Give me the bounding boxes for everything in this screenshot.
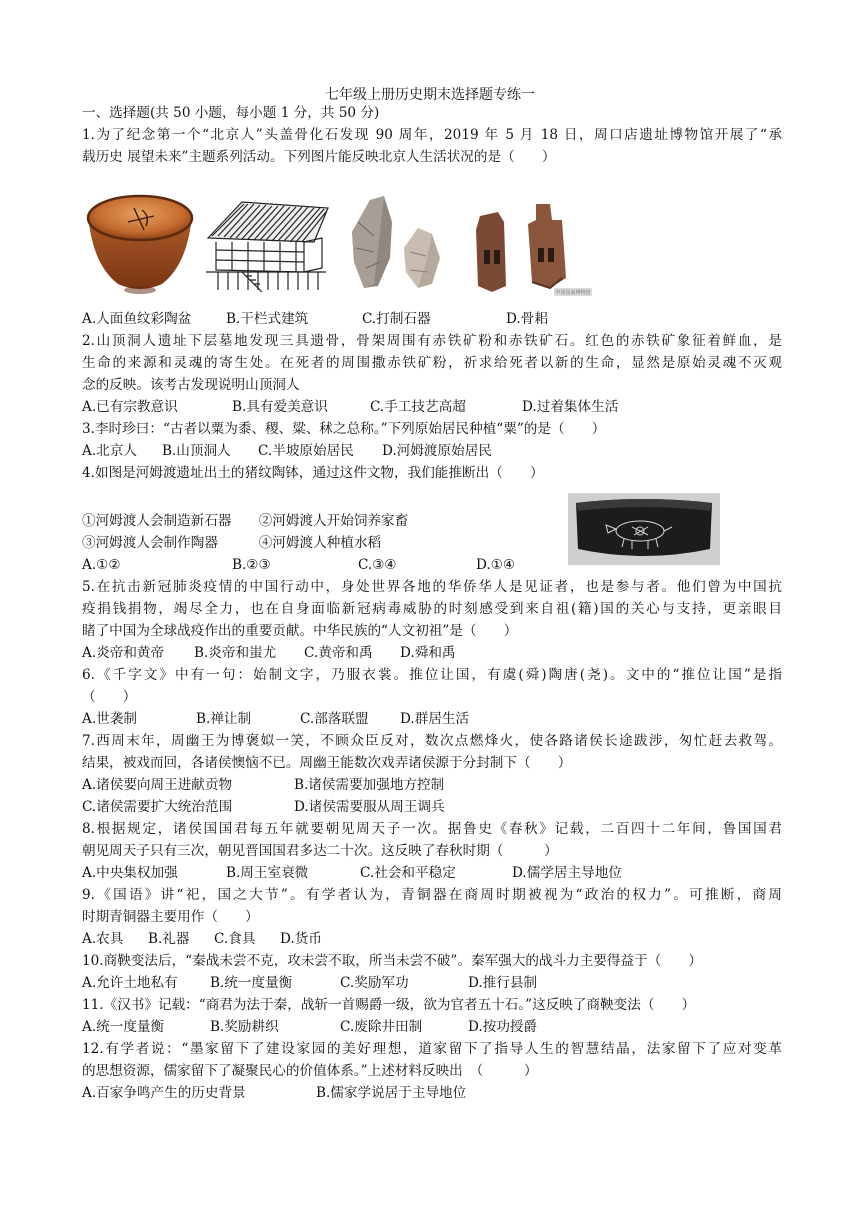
q2-option-a[interactable]: A.已有宗教意识 xyxy=(82,399,178,415)
question-7-options-row-2 xyxy=(82,796,782,818)
q8-option-d[interactable]: D.儒学居主导地位 xyxy=(512,865,622,881)
question-5-options xyxy=(82,642,782,664)
question-4-options xyxy=(82,554,562,576)
q8-option-c[interactable]: C.社会和平稳定 xyxy=(360,865,456,881)
q10-option-a[interactable]: A.允许土地私有 xyxy=(82,975,178,991)
q5-option-c[interactable]: C.黄帝和禹 xyxy=(304,645,373,661)
q3-option-b[interactable]: B.山顶洞人 xyxy=(162,443,231,459)
q4-option-d[interactable]: D.①④ xyxy=(476,557,516,573)
q11-option-b[interactable]: B.奖励耕织 xyxy=(210,1019,279,1035)
q11-option-c[interactable]: C.废除井田制 xyxy=(340,1019,423,1035)
question-12-line-2: 的思想资源，儒家留下了凝聚民心的价值体系。”上述材料反映出 （ ） xyxy=(82,1063,538,1079)
q7-option-d[interactable]: D.诸侯需要服从周王调兵 xyxy=(294,799,445,815)
q11-option-d[interactable]: D.按功授爵 xyxy=(468,1019,538,1035)
question-11-options xyxy=(82,1016,782,1038)
question-1-options xyxy=(82,308,782,330)
section-heading: 一、选择题(共 50 小题，每小题 1 分，共 50 分) xyxy=(82,105,380,121)
question-4-line-3: ③河姆渡人会制作陶器 ④河姆渡人种植水稻 xyxy=(82,535,382,551)
question-3-line-1: 3.李时珍曰：“古者以粟为黍、稷、粱、秫之总称。”下列原始居民种植“粟”的是（ ） xyxy=(82,421,606,437)
q7-option-b[interactable]: B.诸侯需要加强地方控制 xyxy=(294,777,445,793)
question-4-line-2: ①河姆渡人会制造新石器 ②河姆渡人开始饲养家畜 xyxy=(82,513,409,529)
q5-option-b[interactable]: B.炎帝和蚩尤 xyxy=(194,645,277,661)
question-12-line-1: 12.有学者说：“墨家留下了建设家园的美好理想，道家留下了指导人生的智慧结晶，法家留下了应对变革 xyxy=(82,1041,782,1057)
q2-option-d[interactable]: D.过着集体生活 xyxy=(522,399,619,415)
q3-option-c[interactable]: C.半坡原始居民 xyxy=(258,443,354,459)
q6-option-c[interactable]: C.部落联盟 xyxy=(300,711,369,727)
q1-option-b[interactable]: B.干栏式建筑 xyxy=(226,311,309,327)
stilt-house-image xyxy=(202,198,334,294)
question-9-options xyxy=(82,928,782,950)
q6-option-b[interactable]: B.禅让制 xyxy=(196,711,252,727)
q5-option-d[interactable]: D.舜和禹 xyxy=(400,645,456,661)
q7-option-a[interactable]: A.诸侯要向周王进献贡物 xyxy=(82,777,233,793)
question-7-options-row-1 xyxy=(82,774,782,796)
question-6-line-1: 6.《千字文》中有一句：始制文字，乃服衣裳。推位让国，有虞(舜)陶唐(尧)。文中的“推位让国”是指 xyxy=(82,667,782,683)
q1-option-d[interactable]: D.骨耜 xyxy=(506,311,548,327)
question-2-line-1: 2.山顶洞人遗址下层墓地发现三具遗骨，骨架周围有赤铁矿粉和赤铁矿石。红色的赤铁矿象征着鲜血，是 xyxy=(82,333,782,349)
question-12-options xyxy=(82,1082,782,1104)
q11-option-a[interactable]: A.统一度量衡 xyxy=(82,1019,165,1035)
question-10-line-1: 10.商鞅变法后，“秦战未尝不克，攻未尝不取，所当未尝不破”。秦军强大的战斗力主要得益于（ ） xyxy=(82,953,703,969)
question-10-options xyxy=(82,972,782,994)
chipped-stone-tools-image xyxy=(344,192,450,296)
pig-pattern-bowl-image xyxy=(568,493,720,565)
question-3-options xyxy=(82,440,782,462)
q9-option-d[interactable]: D.货币 xyxy=(280,931,322,947)
q3-option-d[interactable]: D.河姆渡原始居民 xyxy=(382,443,492,459)
q10-option-b[interactable]: B.统一度量衡 xyxy=(210,975,293,991)
question-4-line-1: 4.如图是河姆渡遗址出土的猪纹陶钵，通过这件文物，我们能推断出（ ） xyxy=(82,465,544,481)
question-8-line-1: 8.根据规定，诸侯国国君每五年就要朝见周天子一次。据鲁史《春秋》记载，二百四十二年间，鲁国国君 xyxy=(82,821,782,837)
question-5-line-2: 疫捐钱捐物，竭尽全力，也在自身面临新冠病毒威胁的时刻感受到来自祖(籍)国的关心与支持，更亲眼目 xyxy=(82,601,782,617)
question-6-options xyxy=(82,708,782,730)
q8-option-b[interactable]: B.周王室衰微 xyxy=(226,865,309,881)
q8-option-a[interactable]: A.中央集权加强 xyxy=(82,865,178,881)
q9-option-b[interactable]: B.礼器 xyxy=(148,931,190,947)
question-5-line-1: 5.在抗击新冠肺炎疫情的中国行动中，身处世界各地的华侨华人是见证者，也是参与者。他们曾为中国抗 xyxy=(82,579,782,595)
question-9-line-2: 时期青铜器主要用作（ ） xyxy=(82,909,259,925)
q1-option-c[interactable]: C.打制石器 xyxy=(362,311,431,327)
question-7-line-2: 结果，被戏而回，各诸侯懊恼不已。周幽王能数次戏弄诸侯源于分封制下（ ） xyxy=(82,755,572,771)
q10-option-d[interactable]: D.推行县制 xyxy=(468,975,538,991)
question-2-options xyxy=(82,396,782,418)
q5-option-a[interactable]: A.炎帝和黄帝 xyxy=(82,645,165,661)
question-5-line-3: 睹了中国为全球战疫作出的重要贡献。中华民族的“人文初祖”是（ ） xyxy=(82,623,518,639)
question-2-line-2: 生命的来源和灵魂的寄生处。在死者的周围撒赤铁矿粉，祈求给死者以新的生命，显然是原始灵魂不灭观 xyxy=(82,355,782,371)
q4-option-b[interactable]: B.②③ xyxy=(232,557,271,573)
q9-option-a[interactable]: A.农具 xyxy=(82,931,124,947)
q12-option-a[interactable]: A.百家争鸣产生的历史背景 xyxy=(82,1085,246,1101)
q4-option-c[interactable]: C.③④ xyxy=(358,557,397,573)
question-8-line-2: 朝见周天子只有三次，朝见晋国国君多达二十次。这反映了春秋时期（ ） xyxy=(82,843,558,859)
question-6-line-2: （ ） xyxy=(82,689,137,705)
question-9-line-1: 9.《国语》讲“祀，国之大节”。有学者认为，青铜器在商周时期被视为“政治的权力”。可推断，商周 xyxy=(82,887,782,903)
q9-option-c[interactable]: C.食具 xyxy=(214,931,256,947)
q6-option-a[interactable]: A.世袭制 xyxy=(82,711,137,727)
question-7-line-1: 7.西周末年，周幽王为博褒姒一笑，不顾众臣反对，数次点燃烽火，使各路诸侯长途跋涉，匆忙赶去救驾。 xyxy=(82,733,782,749)
question-1-line-2: 载历史 展望未来”主题系列活动。下列图片能反映北京人生活状况的是（ ） xyxy=(82,149,556,165)
question-2-line-3: 念的反映。该考古发现说明山顶洞人 xyxy=(82,377,300,393)
bone-spade-image xyxy=(466,200,594,298)
q2-option-c[interactable]: C.手工技艺高超 xyxy=(370,399,466,415)
question-8-options xyxy=(82,862,782,884)
q6-option-d[interactable]: D.群居生活 xyxy=(400,711,470,727)
q12-option-b[interactable]: B.儒家学说居于主导地位 xyxy=(316,1085,467,1101)
museum-watermark: 中国国家博物馆 xyxy=(555,290,591,296)
q1-option-a[interactable]: A.人面鱼纹彩陶盆 xyxy=(82,311,192,327)
q2-option-b[interactable]: B.具有爱美意识 xyxy=(232,399,328,415)
q10-option-c[interactable]: C.奖励军功 xyxy=(340,975,409,991)
painted-pottery-basin-image xyxy=(84,186,196,298)
page-title: 七年级上册历史期末选择题专练一 xyxy=(325,87,535,103)
question-1-line-1: 1.为了纪念第一个“北京人”头盖骨化石发现 90 周年，2019 年 5 月 18 日，周口店遗址博物馆开展了“承 xyxy=(82,127,782,143)
q4-option-a[interactable]: A.①② xyxy=(82,557,121,573)
question-11-line-1: 11.《汉书》记载：“商君为法于秦，战斩一首赐爵一级，欲为官者五十石。”这反映了商鞅变法（ ） xyxy=(82,997,696,1013)
q7-option-c[interactable]: C.诸侯需要扩大统治范围 xyxy=(82,799,233,815)
q3-option-a[interactable]: A.北京人 xyxy=(82,443,137,459)
